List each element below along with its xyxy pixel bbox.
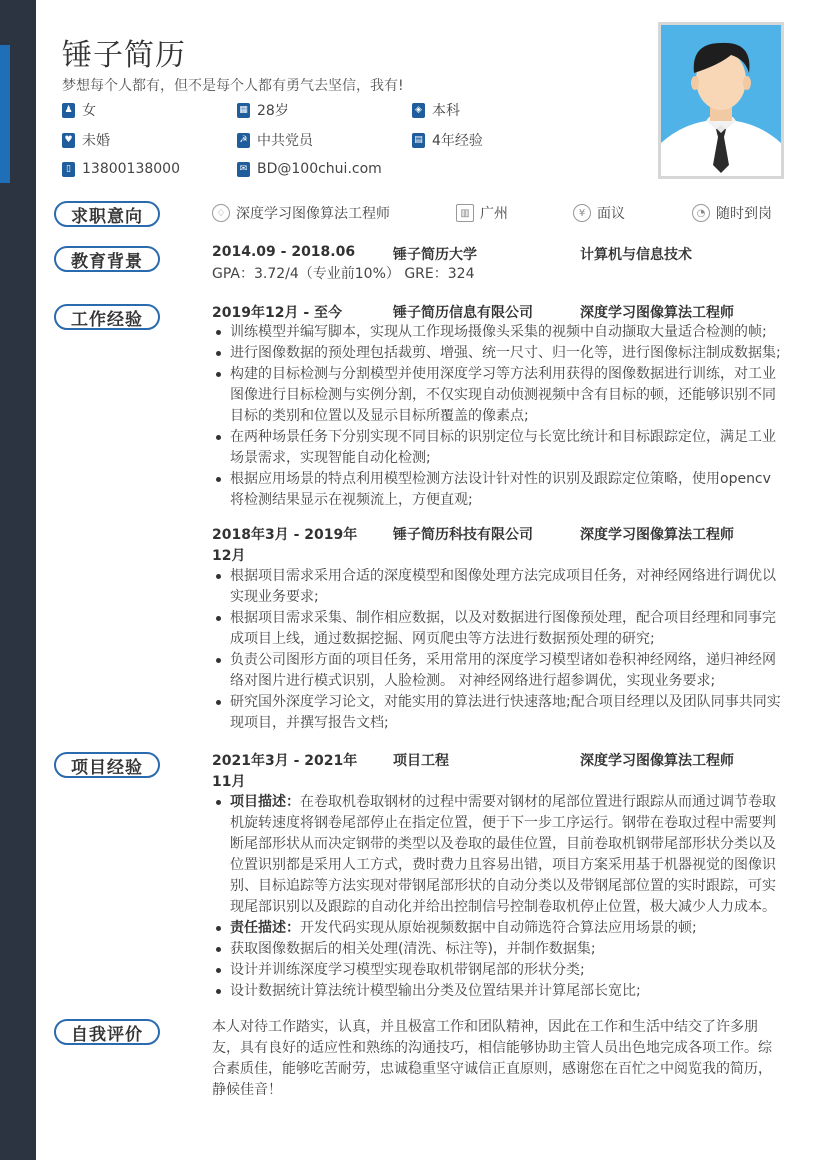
tie-icon: ♢	[212, 204, 230, 222]
list-item: 构建的目标检测与分割模型并使用深度学习等方法利用获得的图像数据进行训练，对工业图像进行目标检测与实例分割，不仅实现自动侦测视频中含有目标的顿，还能够识别不同目标的类别和位置以及显示目标所覆盖的像素点;	[212, 364, 782, 427]
list-item: 负责公司图形方面的项目任务，采用常用的深度学习模型诸如卷积神经网络，递归神经网络对图片进行模式识别，人脸检测。 对神经网络进行超参调优，实现业务要求;	[212, 650, 782, 692]
list-item: 根据应用场景的特点利用模型检测方法设计针对性的识别及跟踪定位策略，使用opencv将检测结果显示在视频流上，方便直观;	[212, 469, 782, 511]
yen-icon: ¥	[573, 204, 591, 222]
education-detail: GPA：3.72/4（专业前10%） GRE：324	[212, 266, 475, 282]
intent-city	[456, 202, 508, 224]
project-period-line1: 2021年3月 - 2021年	[212, 753, 358, 769]
project-duty	[212, 918, 782, 939]
intent-availability	[692, 202, 772, 224]
intent-salary-value: 面议	[597, 206, 625, 222]
list-item: 进行图像数据的预处理包括裁剪、增强、统一尺寸、归一化等，进行图像标注制成数据集;	[212, 343, 782, 364]
info-politics	[237, 130, 313, 150]
project-desc-text: 在卷取机卷取钢材的过程中需要对钢材的尾部位置进行跟踪从而通过调节卷取机旋转速度将钢卷尾部停止在指定位置，便于下一步工序运行。钢带在卷取过程中需要判断尾部形状从而决定钢带的类型以及卷取的最佳位置，目前卷取机钢带尾部形状分类以及位置识别都是采用人工方式，费时费力且容易出错，项目方案采用基于机器视觉的图像识别、目标追踪等方法实现对带钢尾部形状的自动分类以及带钢尾部位置的实时跟踪，可实现尾部识别以及跟踪的自动化并给出控制信号控制卷取机停止位置，极大减少人力成本。	[230, 794, 776, 915]
building-icon: ▥	[456, 204, 474, 222]
project-duty-label: 责任描述：	[230, 920, 300, 936]
intent-position	[212, 202, 390, 224]
info-degree	[412, 100, 460, 120]
clock-icon: ◔	[692, 204, 710, 222]
list-item: 根据项目需求采集、制作相应数据，以及对数据进行图像预处理，配合项目经理和同事完成项目上线，通过数据挖掘、网页爬虫等方法进行数据预处理的研究;	[212, 608, 782, 650]
resume-motto: 梦想每个人都有，但不是每个人都有勇气去坚信，我有!	[62, 78, 404, 94]
section-badge-intent: 求职意向	[54, 201, 160, 227]
degree-value: 本科	[432, 103, 460, 119]
section-badge-education: 教育背景	[54, 246, 160, 272]
sidebar-accent-bar	[0, 45, 10, 183]
info-email	[237, 159, 382, 179]
work-1-company: 锤子简历信息有限公司	[393, 305, 533, 321]
calendar-icon: ▦	[237, 103, 250, 118]
gender-icon: ♟	[62, 103, 75, 118]
work-2-company: 锤子简历科技有限公司	[393, 527, 533, 543]
briefcase-icon: ▤	[412, 133, 425, 148]
list-item: 在两种场景任务下分别实现不同目标的识别定位与长宽比统计和目标跟踪定位，满足工业场景需求，实现智能自动化检测;	[212, 427, 782, 469]
list-item: 训练模型并编写脚本，实现从工作现场摄像头采集的视频中自动撷取大量适合检测的帧;	[212, 322, 782, 343]
work-2-duties	[212, 566, 782, 734]
education-major: 计算机与信息技术	[580, 247, 692, 263]
education-period: 2014.09 - 2018.06	[212, 244, 356, 260]
avatar-illustration	[661, 25, 781, 176]
intent-availability-value: 随时到岗	[716, 206, 772, 222]
email-value[interactable]: BD@100chui.com	[257, 161, 382, 177]
work-1-period: 2019年12月 - 至今	[212, 305, 343, 321]
project-duty-text: 开发代码实现从原始视频数据中自动筛选符合算法应用场景的顿;	[300, 920, 697, 936]
work-2-title: 深度学习图像算法工程师	[580, 527, 734, 543]
work-1-duties	[212, 322, 782, 511]
info-gender	[62, 100, 96, 120]
list-item: 获取图像数据后的相关处理(清洗、标注等)，并制作数据集;	[212, 939, 782, 960]
intent-city-value: 广州	[480, 206, 508, 222]
section-badge-project: 项目经验	[54, 752, 160, 778]
project-desc-label: 项目描述：	[230, 794, 300, 810]
avatar-photo	[658, 22, 784, 179]
intent-position-value: 深度学习图像算法工程师	[236, 206, 390, 222]
project-period-line2: 11月	[212, 774, 246, 790]
age-value: 28岁	[257, 103, 289, 119]
resume-name: 锤子简历	[62, 38, 186, 73]
list-item: 研究国外深度学习论文，对能实用的算法进行快速落地;配合项目经理以及团队同事共同实现项目，并撰写报告文档;	[212, 692, 782, 734]
section-badge-work: 工作经验	[54, 304, 160, 330]
list-item: 设计并训练深度学习模型实现卷取机带钢尾部的形状分类;	[212, 960, 782, 981]
education-school: 锤子简历大学	[393, 247, 477, 263]
politics-value: 中共党员	[257, 133, 313, 149]
experience-value: 4年经验	[432, 133, 483, 149]
party-icon: ☭	[237, 133, 250, 148]
info-experience	[412, 130, 483, 150]
self-evaluation-text: 本人对待工作踏实，认真，并且极富工作和团队精神，因此在工作和生活中结交了许多朋友，具有良好的适应性和熟练的沟通技巧，相信能够协助主管人员出色地完成各项工作。综合素质佳，能够吃苦耐劳，忠诚稳重坚守诚信正直原则，感谢您在百忙之中阅览我的简历，静候佳音！	[212, 1019, 772, 1098]
info-age	[237, 100, 289, 120]
email-icon: ✉	[237, 162, 250, 177]
info-marital	[62, 130, 110, 150]
gender-value: 女	[82, 103, 96, 119]
heart-icon: ♥	[62, 133, 75, 148]
marital-value: 未婚	[82, 133, 110, 149]
project-name: 项目工程	[393, 753, 449, 769]
list-item: 设计数据统计算法统计模型输出分类及位置结果并计算尾部长宽比;	[212, 981, 782, 1002]
project-description	[212, 792, 782, 918]
intent-salary	[573, 202, 625, 224]
info-phone	[62, 159, 180, 179]
section-badge-self: 自我评价	[54, 1019, 160, 1045]
phone-icon: ▯	[62, 162, 75, 177]
list-item: 根据项目需求采用合适的深度模型和图像处理方法完成项目任务，对神经网络进行调优以实现业务要求;	[212, 566, 782, 608]
work-2-period-line2: 12月	[212, 548, 246, 564]
project-details	[212, 792, 782, 1002]
project-title: 深度学习图像算法工程师	[580, 753, 734, 769]
work-2-period-line1: 2018年3月 - 2019年	[212, 527, 358, 543]
graduation-icon: ◈	[412, 103, 425, 118]
phone-value[interactable]: 13800138000	[82, 161, 180, 177]
work-1-title: 深度学习图像算法工程师	[580, 305, 734, 321]
